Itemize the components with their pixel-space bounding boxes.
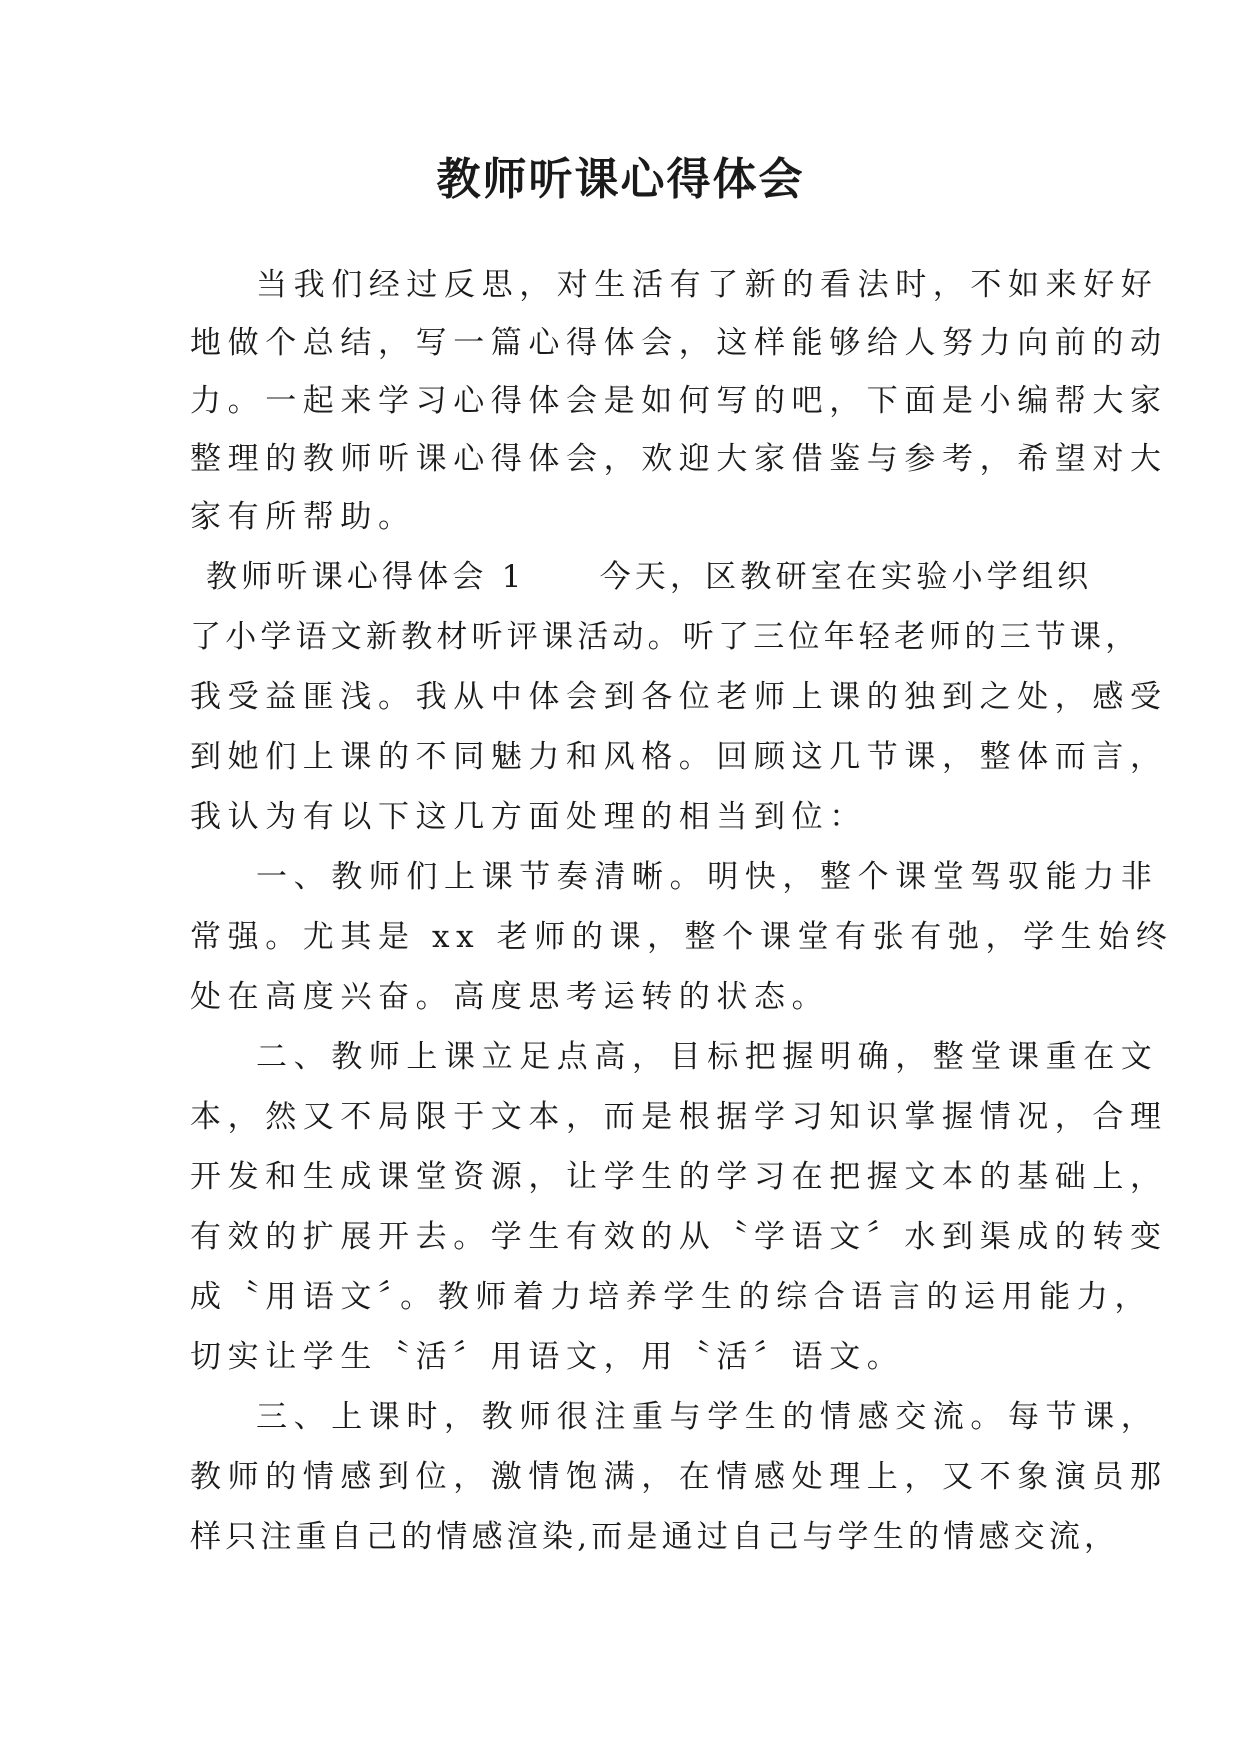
paragraph-line: 样只注重自己的情感渲染,而是通过自己与学生的情感交流， (190, 1519, 1120, 1555)
paragraph-line: 到她们上课的不同魅力和风格。回顾这几节课，整体而言， (190, 739, 1168, 775)
section-first-sentence: 今天，区教研室在实验小学组织 (599, 559, 1093, 595)
paragraph-line: 家有所帮助。 (190, 499, 416, 535)
paragraph-line: 本，然又不局限于文本，而是根据学习知识掌握情况，合理 (190, 1099, 1168, 1135)
paragraph-line: 常强。尤其是 xx 老师的课，整个课堂有张有弛，学生始终 (190, 919, 1174, 955)
paragraph-line: 我认为有以下这几方面处理的相当到位： (190, 799, 867, 835)
section-heading: 教师听课心得体会 1 (206, 559, 526, 595)
paragraph-line: 我受益匪浅。我从中体会到各位老师上课的独到之处，感受 (190, 679, 1168, 715)
paragraph-line: 切实让学生〝活〞用语文，用〝活〞语文。 (190, 1339, 905, 1375)
paragraph-line: 教师的情感到位，激情饱满，在情感处理上，又不象演员那 (190, 1459, 1168, 1495)
paragraph-line: 三、上课时，教师很注重与学生的情感交流。每节课， (256, 1399, 1159, 1435)
paragraph-line: 了小学语文新教材听评课活动。听了三位年轻老师的三节课， (190, 619, 1141, 655)
document-title: 教师听课心得体会 (436, 154, 805, 205)
paragraph-line: 一、教师们上课节奏清晰。明快，整个课堂驾驭能力非 (256, 859, 1159, 895)
paragraph-line: 当我们经过反思，对生活有了新的看法时，不如来好好 (256, 267, 1159, 303)
section-heading-line (206, 557, 1092, 597)
paragraph-line: 开发和生成课堂资源，让学生的学习在把握文本的基础上， (190, 1159, 1168, 1195)
paragraph-line: 二、教师上课立足点高，目标把握明确，整堂课重在文 (256, 1039, 1159, 1075)
paragraph-line: 处在高度兴奋。高度思考运转的状态。 (190, 979, 830, 1015)
paragraph-line: 力。一起来学习心得体会是如何写的吧，下面是小编帮大家 (190, 383, 1168, 419)
paragraph-line: 成〝用语文〞。教师着力培养学生的综合语言的运用能力， (190, 1279, 1153, 1315)
paragraph-line: 整理的教师听课心得体会，欢迎大家借鉴与参考，希望对大 (190, 441, 1168, 477)
paragraph-line: 地做个总结，写一篇心得体会，这样能够给人努力向前的动 (190, 325, 1168, 361)
paragraph-line: 有效的扩展开去。学生有效的从〝学语文〞水到渠成的转变 (190, 1219, 1168, 1255)
